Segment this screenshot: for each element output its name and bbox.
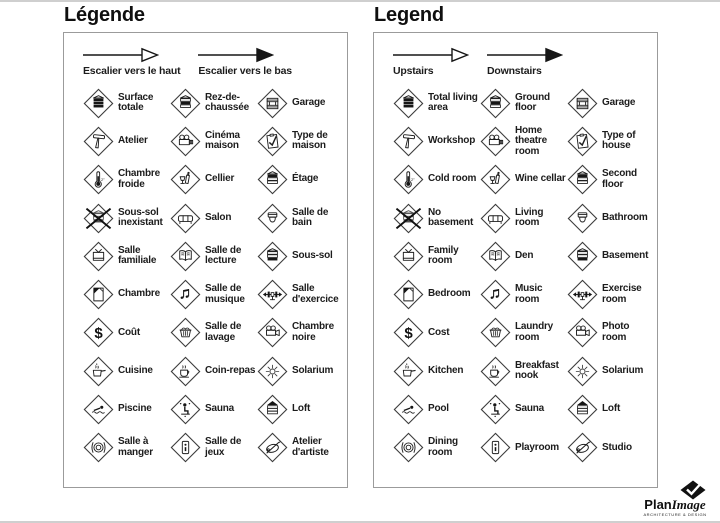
legend-item xyxy=(257,199,344,237)
legend-item-label: Exercise room xyxy=(602,283,642,305)
legend-item xyxy=(83,237,170,275)
bedroom-icon xyxy=(393,279,424,310)
legend-item xyxy=(83,122,170,160)
stairs-down-group xyxy=(198,46,292,77)
legend-item-label: Family room xyxy=(428,244,459,267)
legend-item-label: Chambre xyxy=(118,288,160,300)
legend-item-label: Salle de musique xyxy=(205,283,245,305)
logo-wordmark xyxy=(638,498,712,511)
legend-item xyxy=(567,161,654,199)
legend-item-label: Cellier xyxy=(205,173,235,185)
planimage-logo xyxy=(638,480,712,517)
dining-room-icon xyxy=(393,432,424,463)
legend-item xyxy=(393,161,480,199)
pool-icon xyxy=(393,394,424,425)
legend-item-label: Piscine xyxy=(118,403,152,415)
basement-icon xyxy=(257,241,288,272)
legend-item xyxy=(393,314,480,352)
legend-item xyxy=(480,84,567,122)
down-arrow-icon xyxy=(198,46,274,64)
legend-item xyxy=(83,352,170,390)
second-floor-icon xyxy=(567,164,598,195)
playroom-icon xyxy=(170,432,201,463)
legend-item xyxy=(170,199,257,237)
legend-item-label: Home theatre room xyxy=(515,124,547,157)
page-title-french: Légende xyxy=(64,4,145,26)
bathroom-icon xyxy=(567,203,598,234)
breakfast-nook-icon xyxy=(170,356,201,387)
legend-item-label: Salle de bain xyxy=(292,206,329,229)
legend-item-label: Solarium xyxy=(602,364,644,376)
legend-item-label: Pool xyxy=(428,403,449,415)
legend-item xyxy=(170,161,257,199)
legend-item xyxy=(393,122,480,160)
legend-item-label: Chambre froide xyxy=(118,168,160,190)
legend-item-label: Étage xyxy=(292,173,319,185)
legend-item-label: Cuisine xyxy=(118,364,153,376)
photo-room-icon xyxy=(257,317,288,348)
ground-floor-icon xyxy=(480,88,511,119)
legend-item xyxy=(567,199,654,237)
family-room-icon xyxy=(83,241,114,272)
pool-icon xyxy=(83,394,114,425)
basement-icon xyxy=(567,241,598,272)
logo-tagline: ARCHITECTURE & DESIGN xyxy=(643,512,707,517)
legend-item-label: Breakfast nook xyxy=(515,359,559,382)
legend-item xyxy=(567,429,654,467)
legend-item xyxy=(393,237,480,275)
legend-item-label: Surface totale xyxy=(118,91,154,114)
legend-item-label: Cold room xyxy=(428,173,477,185)
legend-item xyxy=(567,314,654,352)
studio-icon xyxy=(567,432,598,463)
legend-grid-english xyxy=(393,84,655,467)
stair-arrows-english xyxy=(393,46,655,77)
legend-item-label: Ground floor xyxy=(515,91,550,114)
den-icon xyxy=(170,241,201,272)
legend-item-label: Laundry room xyxy=(515,321,554,343)
svg-text:$: $ xyxy=(94,325,103,343)
stairs-down-label: Downstairs xyxy=(487,65,542,77)
legend-item-label: Kitchen xyxy=(428,364,464,376)
legend-item-label: Type of house xyxy=(602,129,636,152)
svg-text:2°: 2° xyxy=(100,177,105,183)
legend-item xyxy=(83,390,170,428)
legend-item xyxy=(83,161,170,199)
legend-panel-english xyxy=(373,4,658,488)
legend-item xyxy=(170,237,257,275)
legend-item-label: Photo room xyxy=(602,321,630,343)
svg-text:2°: 2° xyxy=(410,177,415,183)
stairs-up-group xyxy=(83,46,180,77)
total-living-area-icon xyxy=(393,88,424,119)
legend-item-label: Den xyxy=(515,250,534,262)
logo-plan-text: Plan xyxy=(644,497,672,512)
solarium-icon xyxy=(257,356,288,387)
legend-item-label: Chambre noire xyxy=(292,321,334,343)
legend-item xyxy=(480,122,567,160)
legend-item-label: Salle de jeux xyxy=(205,436,242,458)
legend-item-label: Total living area xyxy=(428,91,478,114)
legend-item xyxy=(480,429,567,467)
legend-grid-french xyxy=(83,84,345,467)
workshop-icon xyxy=(393,126,424,157)
cost-icon xyxy=(393,317,424,348)
legend-item xyxy=(567,390,654,428)
no-basement-icon xyxy=(83,203,114,234)
exercise-room-icon xyxy=(567,279,598,310)
legend-item xyxy=(83,429,170,467)
legend-item xyxy=(480,352,567,390)
legend-item xyxy=(83,275,170,313)
legend-item xyxy=(83,199,170,237)
logo-image-text: Image xyxy=(671,497,706,512)
legend-item xyxy=(257,237,344,275)
legend-item-label: Salle d'exercice xyxy=(292,283,339,305)
loft-icon xyxy=(257,394,288,425)
legend-item xyxy=(393,352,480,390)
kitchen-icon xyxy=(83,356,114,387)
music-room-icon xyxy=(170,279,201,310)
stairs-up-label: Upstairs xyxy=(393,65,434,77)
legend-item-label: Sauna xyxy=(515,403,545,415)
workshop-icon xyxy=(83,126,114,157)
garage-icon xyxy=(567,88,598,119)
cold-room-icon xyxy=(393,164,424,195)
ground-floor-icon xyxy=(170,88,201,119)
legend-item-label: Garage xyxy=(602,96,636,108)
legend-item xyxy=(480,199,567,237)
cold-room-icon xyxy=(83,164,114,195)
legend-item-label: Atelier xyxy=(118,135,148,147)
legend-item-label: Loft xyxy=(602,403,621,415)
legend-item-label: Bathroom xyxy=(602,211,648,223)
home-theatre-icon xyxy=(480,126,511,157)
legend-item xyxy=(170,429,257,467)
legend-item-label: Music room xyxy=(515,283,543,305)
legend-item-label: Workshop xyxy=(428,135,476,147)
breakfast-nook-icon xyxy=(480,356,511,387)
legend-item xyxy=(257,352,344,390)
sauna-icon xyxy=(170,394,201,425)
legend-item xyxy=(83,314,170,352)
no-basement-icon xyxy=(393,203,424,234)
svg-text:$: $ xyxy=(404,325,413,343)
legend-item-label: Sous-sol inexistant xyxy=(118,206,163,229)
stairs-down-group xyxy=(487,46,563,77)
legend-item-label: Salle à manger xyxy=(118,436,153,458)
studio-icon xyxy=(257,432,288,463)
up-arrow-icon xyxy=(393,46,469,64)
legend-item xyxy=(170,122,257,160)
legend-item-label: Loft xyxy=(292,403,311,415)
legend-item xyxy=(480,314,567,352)
legend-item-label: Wine cellar xyxy=(515,173,566,185)
exercise-room-icon xyxy=(257,279,288,310)
page-title-english: Legend xyxy=(374,4,444,26)
bedroom-icon xyxy=(83,279,114,310)
stairs-up-label: Escalier vers le haut xyxy=(83,65,181,77)
legend-box-french xyxy=(63,32,348,488)
legend-item-label: Living room xyxy=(515,206,544,229)
legend-item-label: Solarium xyxy=(292,364,334,376)
legend-item-label: Salle de lecture xyxy=(205,244,242,267)
type-of-house-icon xyxy=(257,126,288,157)
legend-item-label: Coût xyxy=(118,326,140,338)
legend-item xyxy=(393,199,480,237)
legend-item xyxy=(257,314,344,352)
legend-item xyxy=(170,390,257,428)
legend-item xyxy=(480,237,567,275)
legend-item-label: Salon xyxy=(205,211,232,223)
den-icon xyxy=(480,241,511,272)
legend-item xyxy=(170,352,257,390)
legend-item-label: Bedroom xyxy=(428,288,471,300)
legend-item-label: Playroom xyxy=(515,441,559,453)
legend-item-label: Studio xyxy=(602,441,632,453)
up-arrow-icon xyxy=(83,46,159,64)
legend-item-label: Salle familiale xyxy=(118,244,157,267)
legend-item xyxy=(393,429,480,467)
legend-item-label: Dining room xyxy=(428,436,458,458)
kitchen-icon xyxy=(393,356,424,387)
legend-item xyxy=(257,84,344,122)
legend-item-label: Sauna xyxy=(205,403,235,415)
music-room-icon xyxy=(480,279,511,310)
legend-item xyxy=(257,390,344,428)
legend-item xyxy=(170,84,257,122)
legend-item xyxy=(257,275,344,313)
solarium-icon xyxy=(567,356,598,387)
laundry-room-icon xyxy=(170,317,201,348)
legend-item-label: No basement xyxy=(428,206,474,229)
stairs-up-group xyxy=(393,46,469,77)
legend-item xyxy=(567,237,654,275)
dining-room-icon xyxy=(83,432,114,463)
legend-item xyxy=(257,122,344,160)
wine-cellar-icon xyxy=(170,164,201,195)
legend-item xyxy=(393,84,480,122)
cost-icon xyxy=(83,317,114,348)
legend-item xyxy=(567,275,654,313)
total-living-area-icon xyxy=(83,88,114,119)
legend-item xyxy=(393,390,480,428)
legend-item-label: Type de maison xyxy=(292,129,328,152)
stairs-down-label: Escalier vers le bas xyxy=(198,65,292,77)
stair-arrows-french xyxy=(83,46,345,77)
legend-item xyxy=(567,352,654,390)
photo-room-icon xyxy=(567,317,598,348)
legend-item-label: Basement xyxy=(602,250,649,262)
legend-item-label: Second floor xyxy=(602,168,637,190)
legend-item xyxy=(257,429,344,467)
legend-item xyxy=(170,314,257,352)
playroom-icon xyxy=(480,432,511,463)
bathroom-icon xyxy=(257,203,288,234)
legend-item xyxy=(393,275,480,313)
wine-cellar-icon xyxy=(480,164,511,195)
living-room-icon xyxy=(170,203,201,234)
home-theatre-icon xyxy=(170,126,201,157)
legend-item-label: Garage xyxy=(292,96,326,108)
second-floor-icon xyxy=(257,164,288,195)
legend-item-label: Coin-repas xyxy=(205,364,256,376)
type-of-house-icon xyxy=(567,126,598,157)
legend-box-english xyxy=(373,32,658,488)
legend-item-label: Atelier d'artiste xyxy=(292,436,329,458)
legend-item-label: Rez-de-chaussée xyxy=(205,91,249,114)
legend-item xyxy=(480,390,567,428)
loft-icon xyxy=(567,394,598,425)
garage-icon xyxy=(257,88,288,119)
legend-item-label: Cinéma maison xyxy=(205,129,240,152)
legend-item xyxy=(257,161,344,199)
legend-item-label: Salle de lavage xyxy=(205,321,242,343)
legend-item-label: Cost xyxy=(428,326,450,338)
legend-item xyxy=(83,84,170,122)
legend-item xyxy=(480,161,567,199)
down-arrow-icon xyxy=(487,46,563,64)
living-room-icon xyxy=(480,203,511,234)
sauna-icon xyxy=(480,394,511,425)
legend-panel-french xyxy=(63,4,348,488)
legend-item xyxy=(567,122,654,160)
legend-item xyxy=(480,275,567,313)
laundry-room-icon xyxy=(480,317,511,348)
legend-item-label: Sous-sol xyxy=(292,250,333,262)
legend-item xyxy=(170,275,257,313)
legend-item xyxy=(567,84,654,122)
family-room-icon xyxy=(393,241,424,272)
